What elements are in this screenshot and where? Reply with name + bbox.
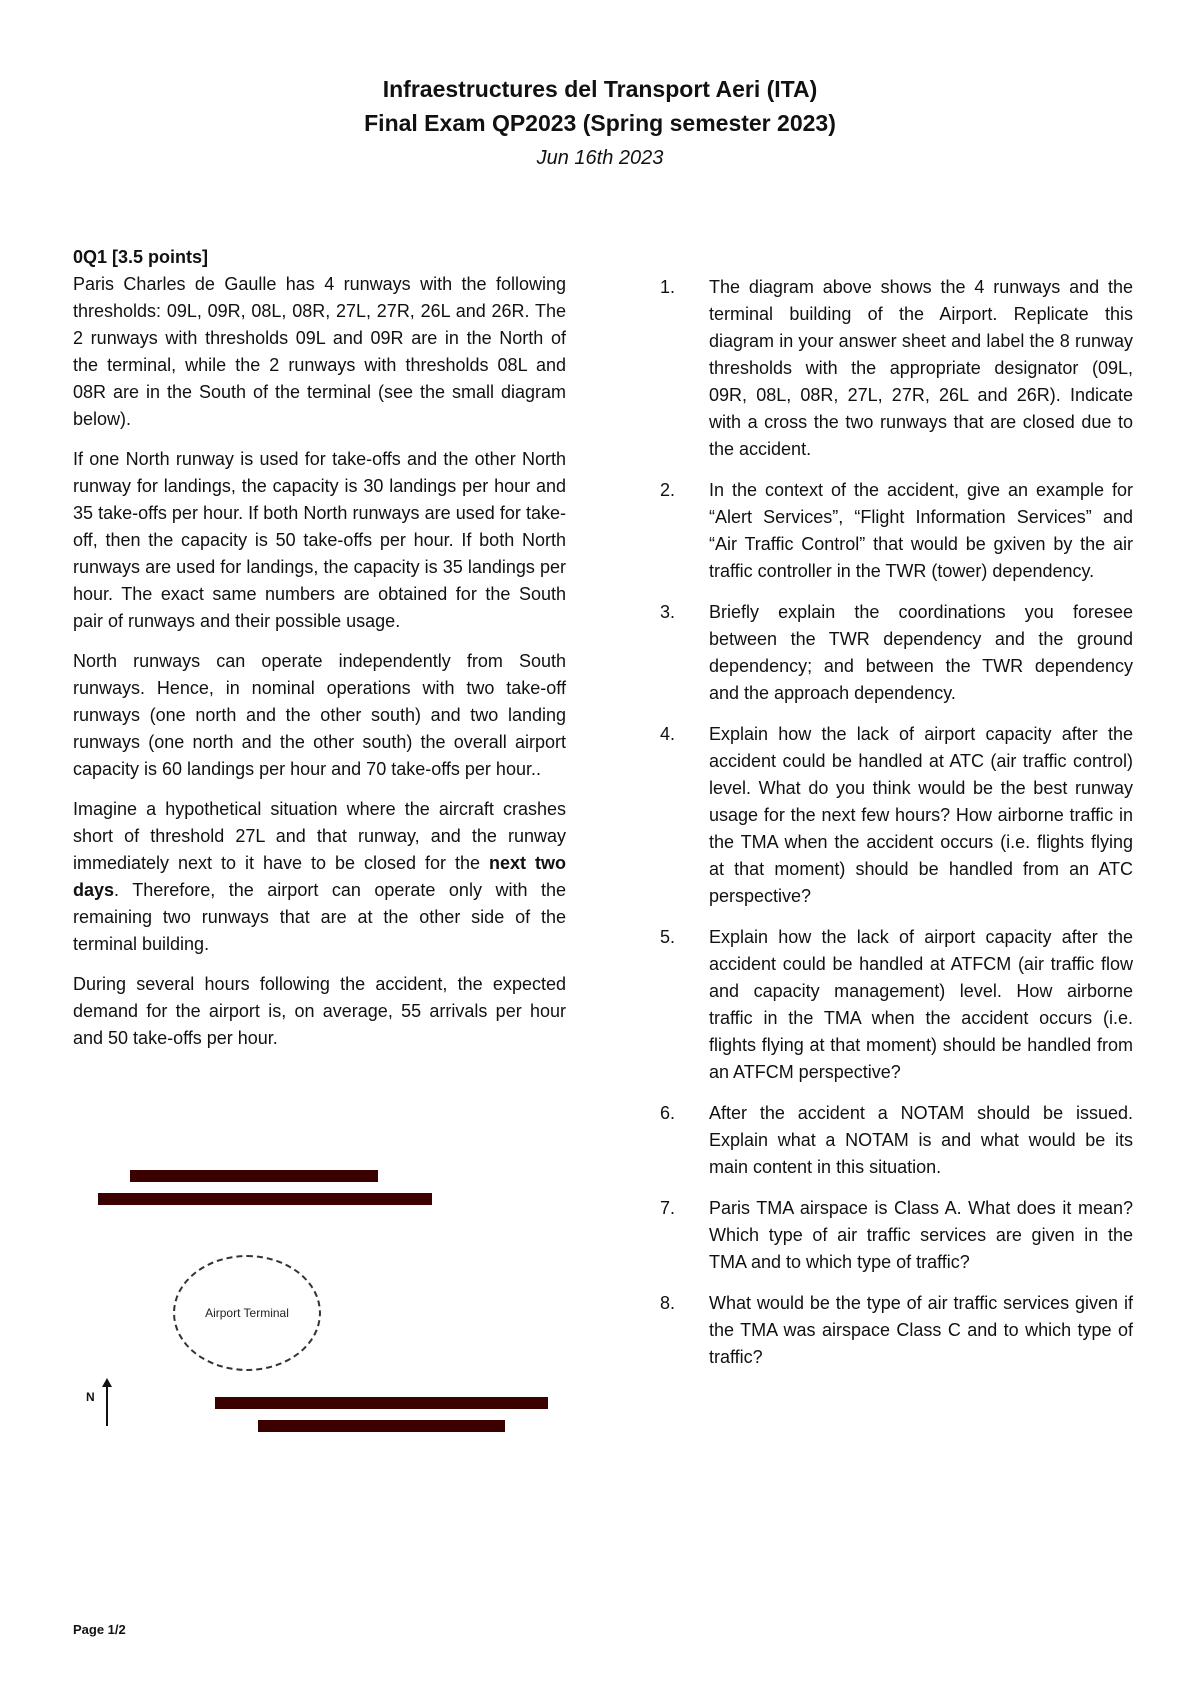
task-number: 5. — [660, 927, 676, 947]
exam-header — [0, 72, 1200, 174]
task-number: 6. — [660, 1103, 676, 1123]
paragraph-demand: During several hours following the accident, the expected demand for the airport is, on average, 55 arrivals per hour and 50 take-offs per hour. — [73, 974, 566, 1048]
runway-north-long — [98, 1193, 432, 1205]
task-text: In the context of the accident, give an example for “Alert Services”, “Flight Information Services” and “Air Traffic Control” that would be gxiven by the air traffic controller in the TWR (tower) dependency. — [709, 480, 1133, 581]
accident-text-b: . Therefore, the airport can operate only with the remaining two runways that are at the other side of the terminal building. — [73, 880, 566, 954]
accident-text-a: Imagine a hypothetical situation where the aircraft crashes short of threshold 27L and that runway, and the runway immediately next to it have to be closed for the — [73, 799, 566, 873]
page-number: Page 1/2 — [73, 1622, 126, 1637]
task-item — [660, 924, 1133, 1086]
task-text: The diagram above shows the 4 runways and the terminal building of the Airport. Replicate this diagram in your answer sheet and label the 8 runway thresholds with the appropriate designator (09L, 09R, 08L, 08R, 27L, 27R, 26L and 26R). Indicate with a cross the two runways that are closed due to the accident. — [709, 277, 1133, 459]
task-list — [660, 274, 1133, 1385]
task-item — [660, 1195, 1133, 1276]
task-item — [660, 1100, 1133, 1181]
north-label: N — [86, 1390, 95, 1404]
paragraph-runways: Paris Charles de Gaulle has 4 runways with the following thresholds: 09L, 09R, 08L, 08R, 27L, 27R, 26L and 26R. The 2 runways with thresholds 09L and 09R are in the North of the terminal, while the 2 runways with thresholds 08L and 08R are in the South of the terminal (see the small diagram below). — [73, 274, 566, 429]
task-item — [660, 274, 1133, 463]
task-text: What would be the type of air traffic services given if the TMA was airspace Class C and to which type of traffic? — [709, 1293, 1133, 1367]
paragraph-independent-ops: North runways can operate independently from South runways. Hence, in nominal operations with two take-off runways (one north and the other south) and two landing runways (one north and the other south) the overall airport capacity is 60 landings per hour and 70 take-offs per hour.. — [73, 651, 566, 779]
north-arrow-icon — [100, 1378, 114, 1426]
task-item — [660, 599, 1133, 707]
runway-north-short — [130, 1170, 378, 1182]
task-number: 8. — [660, 1293, 676, 1313]
task-item — [660, 721, 1133, 910]
task-number: 4. — [660, 724, 676, 744]
task-number: 3. — [660, 602, 676, 622]
runway-diagram — [80, 1170, 560, 1430]
exam-date: Jun 16th 2023 — [536, 147, 664, 169]
paragraph-accident — [73, 796, 566, 958]
course-title: Infraestructures del Transport Aeri (ITA) — [382, 76, 818, 102]
accident-text-bold: next two days — [73, 853, 566, 900]
runway-south-long — [215, 1397, 548, 1409]
runway-south-short — [258, 1420, 505, 1432]
paragraph-capacity: If one North runway is used for take-offs and the other North runway for landings, the capacity is 30 landings per hour and 35 take-offs per hour. If both North runways are used for take-off, then the capacity is 50 take-offs per hour. If both North runways are used for landings, the capacity is 35 landings per hour. The exact same numbers are obtained for the South pair of runways and their possible usage. — [73, 449, 566, 631]
task-item — [660, 477, 1133, 585]
task-number: 2. — [660, 480, 676, 500]
task-number: 7. — [660, 1198, 676, 1218]
terminal-building — [173, 1255, 321, 1371]
terminal-label: Airport Terminal — [205, 1306, 289, 1320]
question-statement — [73, 244, 566, 1065]
task-text: Explain how the lack of airport capacity after the accident could be handled at ATFCM (air traffic flow and capacity management) level. How airborne traffic in the TMA when the accident occurs (i.e. flights flying at that moment) should be handled from an ATFCM perspective? — [709, 927, 1133, 1082]
task-text: Explain how the lack of airport capacity after the accident could be handled at ATC (air traffic control) level. What do you think would be the best runway usage for the next few hours? How airborne traffic in the TMA when the accident occurs (i.e. flights flying at that moment) should be handled from an ATC perspective? — [709, 724, 1133, 906]
exam-title: Final Exam QP2023 (Spring semester 2023) — [364, 110, 836, 136]
task-text: After the accident a NOTAM should be issued. Explain what a NOTAM is and what would be its main content in this situation. — [709, 1103, 1133, 1177]
task-item — [660, 1290, 1133, 1371]
task-text: Paris TMA airspace is Class A. What does it mean? Which type of air traffic services are given in the TMA and to which type of traffic? — [709, 1198, 1133, 1272]
task-text: Briefly explain the coordinations you foresee between the TWR dependency and the ground dependency; and between the TWR dependency and the approach dependency. — [709, 602, 1133, 703]
question-title: 0Q1 [3.5 points] — [73, 247, 209, 267]
task-number: 1. — [660, 277, 676, 297]
